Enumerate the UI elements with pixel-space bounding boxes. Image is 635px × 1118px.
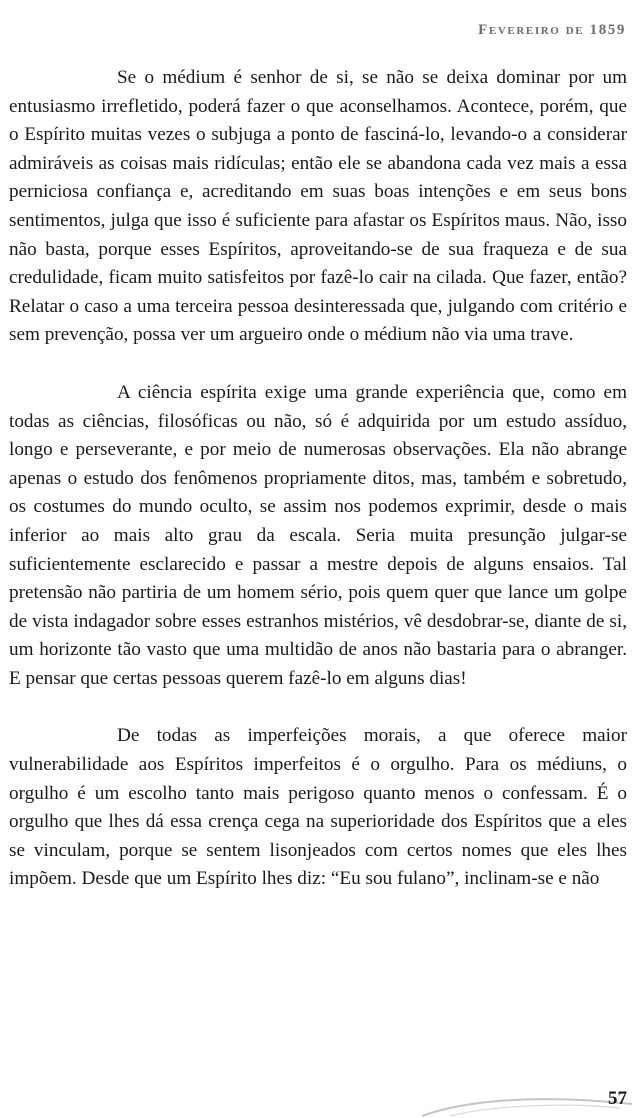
page-ornament-swoosh	[420, 1078, 635, 1118]
paragraph-1: Se o médium é senhor de si, se não se deixa dominar por um entusiasmo irrefletido, poderá fazer o que aconselhamos. Acontece, porém, que o Espírito muitas vezes o subjuga a ponto de fasciná-lo, levando-o a considerar admiráveis as coisas mais ridículas; então ele se abandona cada vez mais a essa perniciosa confiança e, acreditando em suas boas intenções e em seus bons sentimentos, julga que isso é suficiente para afastar os Espíritos maus. Não, isso não basta, porque esses Espíritos, aproveitando-se de sua fraqueza e de sua credulidade, ficam muito satisfeitos por fazê-lo cair na cilada. Que fazer, então? Relatar o caso a uma terceira pessoa desinteressada que, julgando com critério e sem prevenção, possa ver um argueiro onde o médium não via uma trave.	[9, 67, 627, 346]
text-body	[9, 64, 627, 894]
paragraph-3: De todas as imperfeições morais, a que oferece maior vulnerabilidade aos Espíritos imperfeitos é o orgulho. Para os médiuns, o orgulho é um escolho tanto mais perigoso quanto menos o confessam. É o orgulho que lhes dá essa crença cega na superioridade dos Espíritos que a eles se vinculam, porque se sentem lisonjeados com certos nomes que eles lhes impõem. Desde que um Espírito lhes diz: “Eu sou fulano”, inclinam-se e não	[9, 725, 627, 890]
ornament-curve-inner	[450, 1105, 620, 1116]
running-header: Fevereiro de 1859	[478, 22, 626, 38]
ornament-curve-outer	[422, 1099, 632, 1116]
paragraph-2: A ciência espírita exige uma grande experiência que, como em todas as ciências, filosóficas ou não, só é adquirida por um estudo assíduo, longo e perseverante, e por meio de numerosas observações. Ela não abrange apenas o estudo dos fenômenos propriamente ditos, mas, também e sobretudo, os costumes do mundo oculto, se assim nos podemos exprimir, desde o mais inferior ao mais alto grau da escala. Seria muita presunção julgar-se suficientemente esclarecido e passar a mestre depois de alguns ensaios. Tal pretensão não partiria de um homem sério, pois quem quer que lance um golpe de vista indagador sobre esses estranhos mistérios, vê desdobrar-se, diante de si, um horizonte tão vasto que uma multidão de anos não bastaria para o abranger. E pensar que certas pessoas querem fazê-lo em alguns dias!	[9, 381, 627, 689]
page-number: 57	[608, 1088, 627, 1109]
